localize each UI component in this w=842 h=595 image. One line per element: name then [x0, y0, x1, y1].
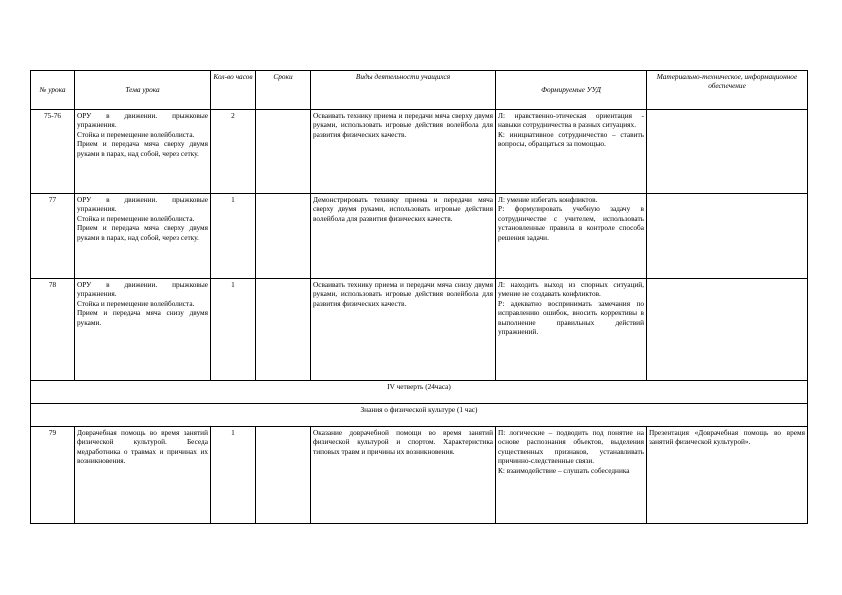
header-dates: Сроки — [256, 71, 311, 110]
header-hours: Кол-во часов — [211, 71, 256, 110]
section-row-knowledge — [31, 404, 808, 427]
uud-item: Р: адекватно воспринимать замечания по исправлению ошибок, вносить коррективы в выполнение правильных действий упражнений. — [498, 298, 644, 337]
lesson-topic — [75, 279, 211, 381]
lesson-hours: 1 — [211, 194, 256, 279]
lesson-number: 77 — [31, 194, 75, 279]
lesson-hours: 1 — [211, 427, 256, 524]
table-row — [31, 427, 808, 524]
topic-line: Стойка и перемещение волейболиста. — [77, 129, 195, 139]
lesson-plan-table — [30, 70, 808, 524]
lesson-materials — [647, 110, 808, 194]
lesson-activities: Осваивать технику приема и передачи мяча сверху двумя руками, использовать игровые действия волейбола для развития физических качеств. — [311, 110, 496, 194]
lesson-topic — [75, 194, 211, 279]
lesson-topic: Доврачебная помощь во время занятий физической культурой. Беседа медработника о травмах и причинах их возникновения. — [75, 427, 211, 524]
section-knowledge-title: Знания о физической культуре (1 час) — [31, 404, 808, 427]
lesson-dates — [256, 110, 311, 194]
lesson-dates — [256, 427, 311, 524]
header-row — [31, 71, 808, 110]
uud-item: К: взаимодействие – слушать собеседника — [498, 465, 630, 475]
topic-line: Стойка и перемещение волейболиста. — [77, 213, 195, 223]
lesson-uud — [496, 427, 647, 524]
table-row — [31, 194, 808, 279]
topic-line: Прием и передача мяча сверху двумя руками в парах, над собой, через сетку. — [77, 139, 208, 158]
table-row — [31, 279, 808, 381]
topic-line: ОРУ в движении. прыжковые упражнения. — [77, 195, 208, 214]
lesson-uud — [496, 194, 647, 279]
header-lesson-num: № урока — [31, 71, 75, 110]
uud-item: Л: умение избегать конфликтов. — [498, 195, 598, 204]
lesson-hours: 1 — [211, 279, 256, 381]
section-row-quarter — [31, 381, 808, 404]
lesson-number: 75-76 — [31, 110, 75, 194]
lesson-materials — [647, 279, 808, 381]
lesson-dates — [256, 194, 311, 279]
header-materials: Материально-техническое, информационное обеспечение — [647, 71, 808, 110]
header-uud: Формируемые УУД — [496, 71, 647, 110]
lesson-materials: Презентация «Доврачебная помощь во время занятий физической культурой». — [647, 427, 808, 524]
topic-line: Прием и передача мяча сверху двумя руками в парах, над собой, через сетку. — [77, 223, 208, 242]
uud-item: К: инициативное сотрудничество – ставить вопросы, обращаться за помощью. — [498, 129, 644, 149]
topic-line: Стойка и перемещение волейболиста. — [77, 298, 195, 308]
uud-item: Л: находить выход из спорных ситуаций, умение не создавать конфликтов. — [498, 280, 644, 299]
section-quarter-title: IV четверть (24часа) — [31, 381, 808, 404]
lesson-uud — [496, 279, 647, 381]
topic-line: ОРУ в движении. прыжковые упражнения. — [77, 280, 208, 299]
uud-item: П: логические – подводить под понятие на основе распознания объектов, выделения существенных признаков, устанавливать причинно-следственные связи. — [498, 428, 644, 466]
lesson-materials — [647, 194, 808, 279]
lesson-number: 79 — [31, 427, 75, 524]
uud-item: Р: формулировать учебную задачу в сотрудничестве с учителем, использовать установленные правила в контроле способа решения задачи. — [498, 204, 644, 242]
lesson-uud — [496, 110, 647, 194]
table-row — [31, 110, 808, 194]
lesson-activities: Демонстрировать технику приема и передачи мяча сверху двумя руками, использовать игровые действия волейбола для развития физических качеств. — [311, 194, 496, 279]
header-topic: Тема урока — [75, 71, 211, 110]
topic-line: Прием и передача мяча снизу двумя руками. — [77, 308, 208, 327]
lesson-hours: 2 — [211, 110, 256, 194]
topic-line: ОРУ в движении. прыжковые упражнения. — [77, 111, 208, 130]
header-activities: Виды деятельности учащихся — [311, 71, 496, 110]
lesson-activities: Оказание доврачебной помощи во время занятий физической культурой и спортом. Характеристика типовых травм и причины их возникновения. — [311, 427, 496, 524]
lesson-topic — [75, 110, 211, 194]
uud-item: Л: нравственно-этическая ориентация - навыки сотрудничества в разных ситуациях. — [498, 111, 644, 130]
lesson-number: 78 — [31, 279, 75, 381]
lesson-activities: Осваивать технику приема и передачи мяча снизу двумя руками, использовать игровые действия волейбола для развития физических качеств. — [311, 279, 496, 381]
lesson-dates — [256, 279, 311, 381]
